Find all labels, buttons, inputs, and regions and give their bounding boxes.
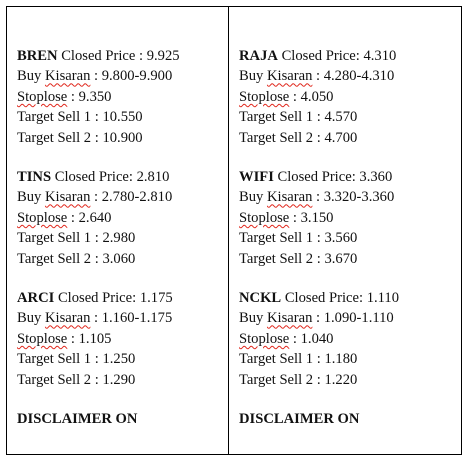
stoploss-value: : 4.050 (289, 88, 334, 105)
buy-range-line (239, 187, 461, 207)
buy-label: Buy (239, 310, 267, 327)
closed-price: Closed Price: 1.110 (281, 290, 399, 307)
buy-range-value: : 1.160-1.175 (90, 310, 173, 327)
buy-range-word: Kisaran (266, 68, 313, 85)
target-sell-1: Target Sell 1 : 1.250 (17, 351, 136, 368)
target-sell-1: Target Sell 1 : 3.560 (239, 230, 358, 247)
closed-price: Closed Price: 2.810 (51, 169, 170, 186)
stoploss-word: Stoplose (17, 88, 68, 105)
stoploss-word: Stoplose (239, 88, 290, 105)
stock-block-bren (17, 46, 228, 148)
buy-label: Buy (17, 310, 45, 327)
buy-label: Buy (239, 68, 267, 85)
buy-label: Buy (17, 68, 45, 85)
buy-range-word: Kisaran (44, 68, 91, 85)
target-sell-2: Target Sell 2 : 3.060 (17, 250, 136, 267)
closed-price: Closed Price: 1.175 (54, 290, 173, 307)
stock-block-raja (239, 46, 461, 148)
buy-range-line (17, 187, 228, 207)
stock-block-wifi (239, 167, 461, 269)
buy-label: Buy (239, 189, 267, 206)
closed-price: Closed Price: 4.310 (277, 48, 397, 64)
stock-table (6, 6, 462, 455)
closed-price-line (17, 167, 228, 187)
stoploss-word: Stoplose (17, 209, 68, 226)
disclaimer-text: DISCLAIMER ON (239, 411, 360, 428)
target-sell-2: Target Sell 2 : 1.220 (239, 371, 358, 388)
stock-block-nckl (239, 288, 461, 390)
target-sell-1: Target Sell 1 : 4.570 (239, 109, 358, 126)
stoploss-line (17, 208, 228, 228)
target-sell-2: Target Sell 2 : 3.670 (239, 250, 358, 267)
stoploss-word: Stoplose (239, 330, 290, 347)
ticker-symbol: ARCI (17, 290, 55, 307)
buy-range-line (17, 308, 228, 328)
target-sell-1: Target Sell 1 : 2.980 (17, 230, 136, 247)
buy-range-word: Kisaran (266, 310, 313, 327)
target-sell-1: Target Sell 1 : 10.550 (17, 109, 143, 126)
buy-label: Buy (17, 189, 45, 206)
buy-range-line (239, 66, 461, 86)
closed-price: Closed Price : 9.925 (57, 48, 180, 64)
target-sell-2: Target Sell 2 : 1.290 (17, 371, 136, 388)
stoploss-value: : 1.040 (289, 330, 334, 347)
stoploss-line (17, 87, 228, 107)
target-sell-2: Target Sell 2 : 10.900 (17, 129, 143, 146)
stoploss-line (239, 87, 461, 107)
closed-price-line (17, 288, 228, 308)
buy-range-word: Kisaran (44, 189, 91, 206)
buy-range-word: Kisaran (266, 189, 313, 206)
buy-range-value: : 2.780-2.810 (90, 189, 173, 206)
disclaimer-text: DISCLAIMER ON (17, 411, 138, 428)
closed-price-line (239, 288, 461, 308)
stock-block-arci (17, 288, 228, 390)
buy-range-value: : 4.280-4.310 (312, 68, 395, 85)
stoploss-word: Stoplose (17, 330, 68, 347)
stock-block-tins (17, 167, 228, 269)
target-sell-1: Target Sell 1 : 1.180 (239, 351, 358, 368)
stoploss-line (239, 208, 461, 228)
closed-price-line (239, 46, 461, 66)
buy-range-word: Kisaran (44, 310, 91, 327)
right-column (229, 7, 461, 454)
stoploss-value: : 3.150 (289, 209, 334, 226)
buy-range-line (17, 66, 228, 86)
stoploss-word: Stoplose (239, 209, 290, 226)
closed-price-line (239, 167, 461, 187)
ticker-symbol: WIFI (239, 169, 274, 186)
closed-price: Closed Price: 3.360 (273, 169, 393, 186)
stoploss-value: : 2.640 (67, 209, 112, 226)
ticker-symbol: BREN (17, 48, 58, 64)
ticker-symbol: NCKL (239, 290, 282, 307)
ticker-symbol: RAJA (239, 48, 278, 64)
ticker-symbol: TINS (17, 169, 52, 186)
buy-range-value: : 9.800-9.900 (90, 68, 173, 85)
closed-price-line (17, 46, 228, 66)
buy-range-value: : 1.090-1.110 (312, 310, 394, 327)
buy-range-value: : 3.320-3.360 (312, 189, 395, 206)
target-sell-2: Target Sell 2 : 4.700 (239, 129, 358, 146)
buy-range-line (239, 308, 461, 328)
stoploss-line (239, 329, 461, 349)
stoploss-line (17, 329, 228, 349)
stoploss-value: : 1.105 (67, 330, 112, 347)
left-column (7, 7, 229, 454)
stoploss-value: : 9.350 (67, 88, 112, 105)
